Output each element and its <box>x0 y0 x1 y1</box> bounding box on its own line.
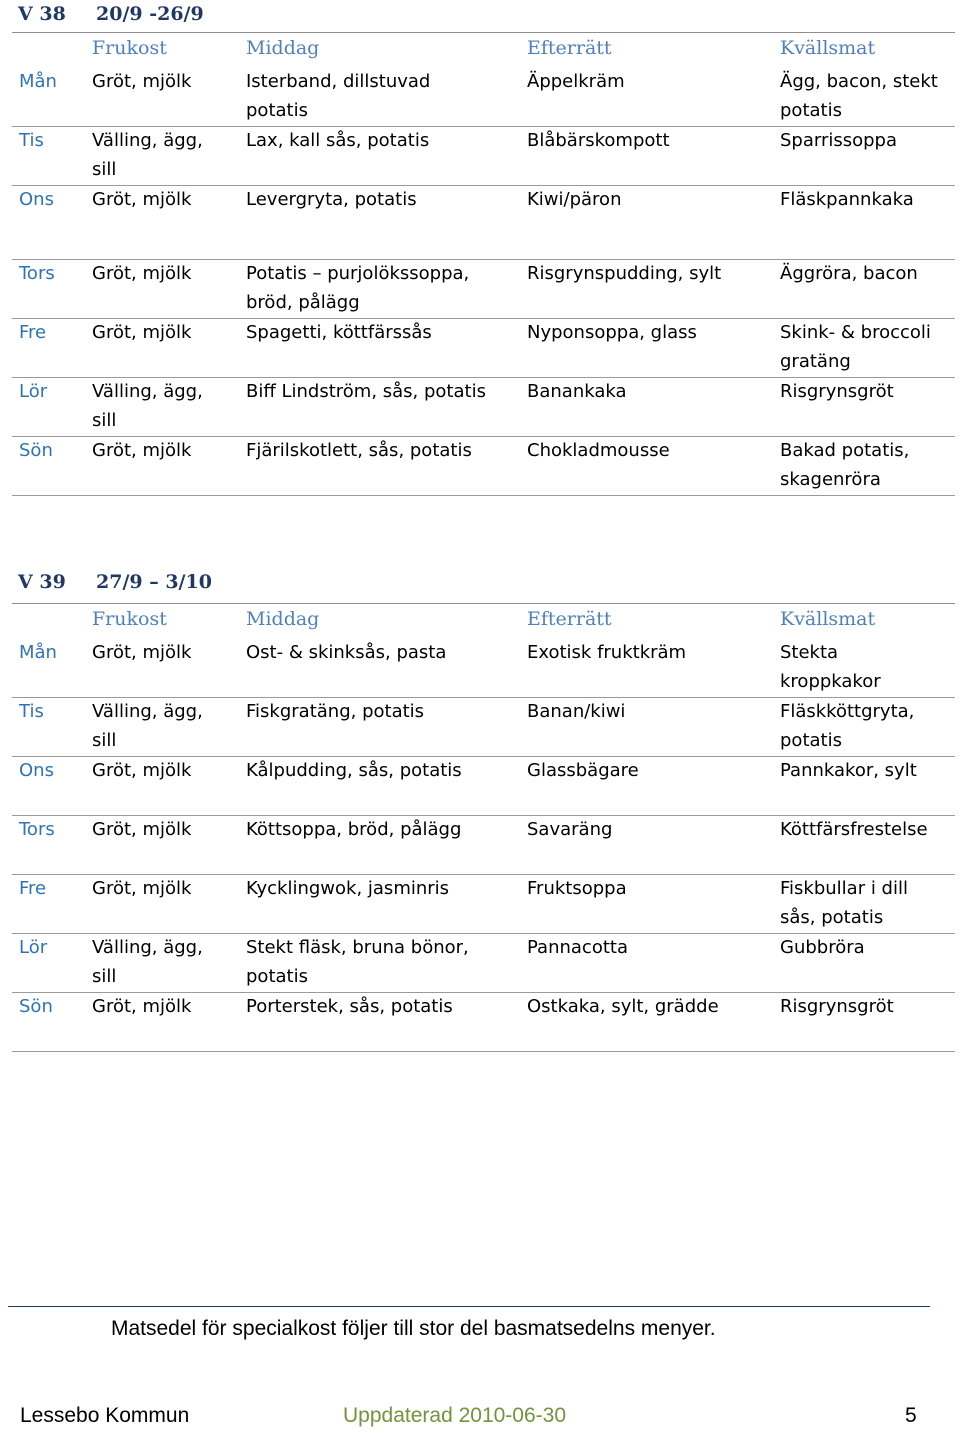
day-label: Mån <box>19 642 57 663</box>
specialkost-note: Matsedel för specialkost följer till stor del basmatsedelns menyer. <box>111 1317 716 1340</box>
column-header-kvallsmat: Kvällsmat <box>780 608 876 630</box>
day-label: Fre <box>19 878 47 899</box>
frukost-cell: Gröt, mjölk <box>92 996 192 1017</box>
day-label: Sön <box>19 440 53 461</box>
menu-row-tors <box>12 259 955 319</box>
frukost-cell: Gröt, mjölk <box>92 760 192 781</box>
column-headers <box>12 608 955 634</box>
header-divider <box>12 32 955 33</box>
efterratt-cell: Exotisk fruktkräm <box>527 642 687 663</box>
column-header-middag: Middag <box>246 37 320 59</box>
frukost-cell: Välling, ägg, sill <box>92 937 203 987</box>
middag-cell: Stekt fläsk, bruna bönor, potatis <box>246 937 469 987</box>
menu-row-fre <box>12 318 955 378</box>
column-header-efterratt: Efterrätt <box>527 608 612 630</box>
middag-cell: Porterstek, sås, potatis <box>246 996 453 1017</box>
menu-row-man <box>12 67 955 127</box>
kvallsmat-cell: Ägg, bacon, stekt potatis <box>780 71 938 121</box>
day-label: Ons <box>19 189 54 210</box>
column-header-frukost: Frukost <box>92 37 167 59</box>
frukost-cell: Gröt, mjölk <box>92 440 192 461</box>
page-number: 5 <box>905 1404 917 1427</box>
menu-row-tis <box>12 126 955 186</box>
menu-row-fre <box>12 874 955 934</box>
week-number: V 39 <box>18 571 66 593</box>
efterratt-cell: Savaräng <box>527 819 613 840</box>
efterratt-cell: Nyponsoppa, glass <box>527 322 697 343</box>
menu-row-tors <box>12 815 955 875</box>
middag-cell: Potatis – purjolökssoppa, bröd, pålägg <box>246 263 470 313</box>
kvallsmat-cell: Bakad potatis, skagenröra <box>780 440 910 490</box>
column-headers <box>12 37 955 63</box>
menu-row-lor <box>12 377 955 437</box>
footer-divider <box>8 1306 930 1307</box>
efterratt-cell: Kiwi/päron <box>527 189 622 210</box>
efterratt-cell: Risgrynspudding, sylt <box>527 263 722 284</box>
frukost-cell: Gröt, mjölk <box>92 189 192 210</box>
middag-cell: Kålpudding, sås, potatis <box>246 760 462 781</box>
efterratt-cell: Banankaka <box>527 381 627 402</box>
day-label: Lör <box>19 381 48 402</box>
middag-cell: Isterband, dillstuvad potatis <box>246 71 431 121</box>
header-divider <box>12 603 955 604</box>
menu-row-lor <box>12 933 955 993</box>
kvallsmat-cell: Pannkakor, sylt <box>780 760 917 781</box>
efterratt-cell: Pannacotta <box>527 937 628 958</box>
day-label: Tis <box>19 130 44 151</box>
middag-cell: Kycklingwok, jasminris <box>246 878 450 899</box>
menu-row-ons <box>12 756 955 816</box>
kvallsmat-cell: Köttfärsfrestelse <box>780 819 928 840</box>
efterratt-cell: Blåbärskompott <box>527 130 670 151</box>
efterratt-cell: Banan/kiwi <box>527 701 626 722</box>
kvallsmat-cell: Äggröra, bacon <box>780 263 918 284</box>
frukost-cell: Gröt, mjölk <box>92 642 192 663</box>
day-label: Tors <box>19 819 55 840</box>
column-header-kvallsmat: Kvällsmat <box>780 37 876 59</box>
footer-updated-date: Uppdaterad 2010-06-30 <box>343 1404 567 1427</box>
middag-cell: Fiskgratäng, potatis <box>246 701 425 722</box>
day-label: Sön <box>19 996 53 1017</box>
kvallsmat-cell: Fläskpannkaka <box>780 189 914 210</box>
kvallsmat-cell: Skink- & broccoli gratäng <box>780 322 931 372</box>
frukost-cell: Välling, ägg, sill <box>92 701 203 751</box>
kvallsmat-cell: Risgrynsgröt <box>780 381 894 402</box>
frukost-cell: Gröt, mjölk <box>92 819 192 840</box>
menu-row-tis <box>12 697 955 757</box>
day-label: Fre <box>19 322 47 343</box>
column-header-middag: Middag <box>246 608 320 630</box>
week-dates: 27/9 – 3/10 <box>96 571 212 593</box>
middag-cell: Biff Lindström, sås, potatis <box>246 381 486 402</box>
efterratt-cell: Fruktsoppa <box>527 878 627 899</box>
frukost-cell: Gröt, mjölk <box>92 322 192 343</box>
kvallsmat-cell: Gubbröra <box>780 937 865 958</box>
week-dates: 20/9 -26/9 <box>96 3 204 25</box>
efterratt-cell: Ostkaka, sylt, grädde <box>527 996 719 1017</box>
kvallsmat-cell: Fiskbullar i dill sås, potatis <box>780 878 908 928</box>
day-label: Lör <box>19 937 48 958</box>
frukost-cell: Gröt, mjölk <box>92 71 192 92</box>
middag-cell: Ost- & skinksås, pasta <box>246 642 447 663</box>
menu-row-son <box>12 436 955 496</box>
middag-cell: Spagetti, köttfärssås <box>246 322 432 343</box>
footer-organization: Lessebo Kommun <box>20 1404 190 1427</box>
column-header-frukost: Frukost <box>92 608 167 630</box>
efterratt-cell: Chokladmousse <box>527 440 670 461</box>
kvallsmat-cell: Fläskköttgryta, potatis <box>780 701 915 751</box>
day-label: Tors <box>19 263 55 284</box>
day-label: Tis <box>19 701 44 722</box>
middag-cell: Lax, kall sås, potatis <box>246 130 430 151</box>
frukost-cell: Välling, ägg, sill <box>92 381 203 431</box>
efterratt-cell: Äppelkräm <box>527 71 625 92</box>
frukost-cell: Gröt, mjölk <box>92 263 192 284</box>
kvallsmat-cell: Sparrissoppa <box>780 130 898 151</box>
middag-cell: Fjärilskotlett, sås, potatis <box>246 440 472 461</box>
day-label: Ons <box>19 760 54 781</box>
frukost-cell: Gröt, mjölk <box>92 878 192 899</box>
menu-row-man <box>12 638 955 698</box>
menu-row-son <box>12 992 955 1052</box>
day-label: Mån <box>19 71 57 92</box>
middag-cell: Köttsoppa, bröd, pålägg <box>246 819 462 840</box>
kvallsmat-cell: Risgrynsgröt <box>780 996 894 1017</box>
middag-cell: Levergryta, potatis <box>246 189 417 210</box>
efterratt-cell: Glassbägare <box>527 760 639 781</box>
column-header-efterratt: Efterrätt <box>527 37 612 59</box>
frukost-cell: Välling, ägg, sill <box>92 130 203 180</box>
menu-row-ons <box>12 185 955 260</box>
week-number: V 38 <box>18 3 66 25</box>
kvallsmat-cell: Stekta kroppkakor <box>780 642 881 692</box>
